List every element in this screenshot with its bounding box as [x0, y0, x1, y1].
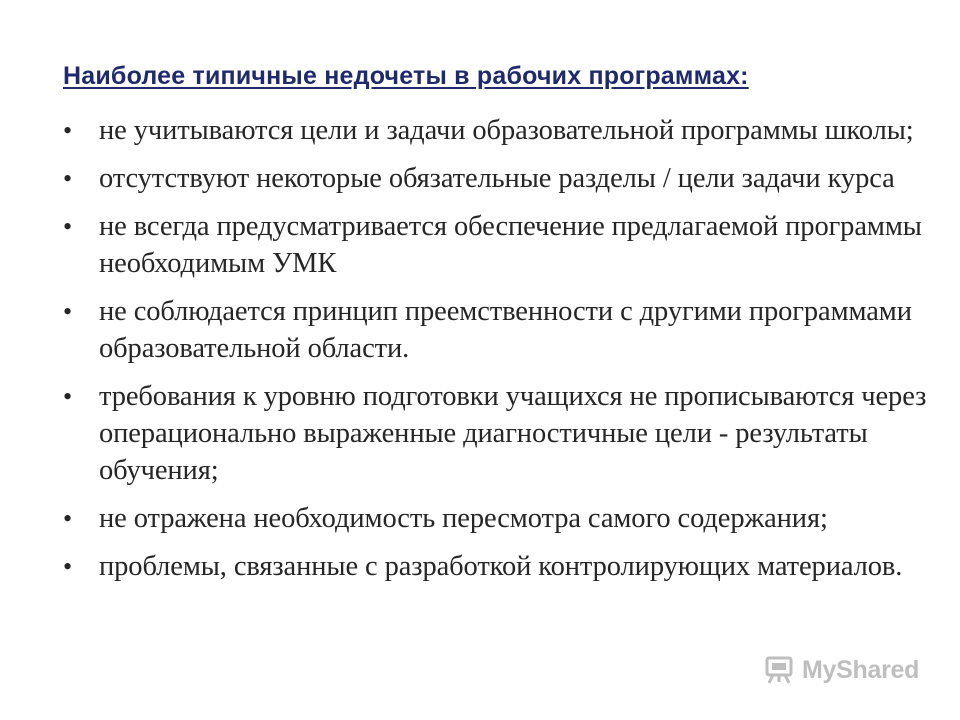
- bullet-text: не учитываются цели и задачи образовательной программы школы;: [99, 115, 914, 146]
- bullet-item: [63, 500, 933, 537]
- bullet-item: [63, 208, 933, 282]
- bullet-item: [63, 548, 933, 585]
- bullet-item: [63, 160, 933, 197]
- bullet-text: не отражена необходимость пересмотра самого содержания;: [99, 503, 828, 534]
- bullet-marker: •: [63, 297, 73, 326]
- bullet-item: [63, 112, 933, 149]
- bullet-item: [63, 293, 933, 367]
- bullet-marker: •: [63, 504, 73, 533]
- bullet-item: [63, 378, 933, 489]
- bullet-text: проблемы, связанные с разработкой контролирующих материалов.: [99, 551, 903, 582]
- bullet-marker: •: [63, 164, 73, 193]
- bullet-marker: •: [63, 382, 73, 411]
- bullet-marker: •: [63, 212, 73, 241]
- bullet-marker: •: [63, 552, 73, 581]
- watermark: [764, 655, 919, 685]
- slide-heading: Наиболее типичные недочеты в рабочих программах:: [63, 62, 749, 90]
- bullet-marker: •: [63, 116, 73, 145]
- bullet-text: не всегда предусматривается обеспечение предлагаемой программы необходимым УМК: [99, 211, 922, 279]
- watermark-text: MyShared: [802, 655, 920, 684]
- presentation-board-icon: [764, 655, 794, 685]
- bullet-list: [63, 112, 933, 596]
- bullet-text: требования к уровню подготовки учащихся не прописываются через операционально выраженные диагностичные цели - результаты обучения;: [99, 381, 927, 486]
- bullet-text: не соблюдается принцип преемственности с другими программами образовательной области.: [99, 296, 912, 364]
- bullet-text: отсутствуют некоторые обязательные разделы / цели задачи курса: [99, 163, 895, 194]
